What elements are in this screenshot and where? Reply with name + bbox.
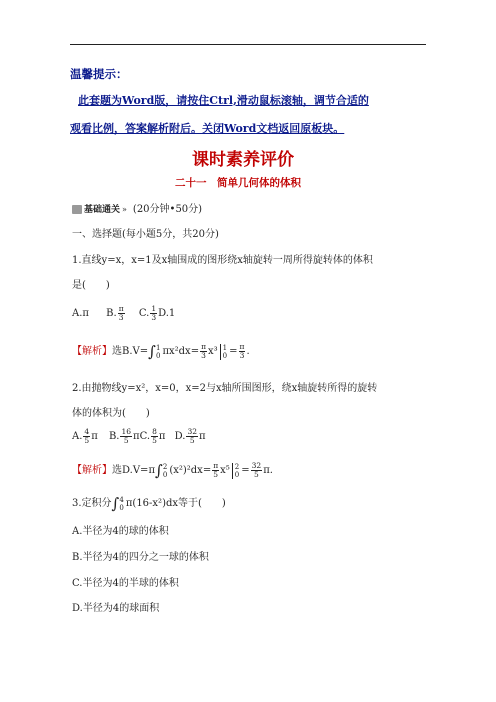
lower-limit: 0 <box>119 503 124 512</box>
integral-limits <box>119 496 123 512</box>
lower-limit: 0 <box>162 470 168 479</box>
lower-limit: 0 <box>155 351 161 360</box>
q1-answer-power: x³ <box>208 346 218 357</box>
q1-stem-line-2: 是( ) <box>72 280 110 291</box>
fraction-numerator: 1 <box>151 304 157 313</box>
q1-answer-integrand: πx²dx= <box>162 346 200 357</box>
q2-stem-line-2: 体的体积为( ) <box>72 408 150 419</box>
page-title: 课时素养评价 <box>192 150 294 170</box>
fraction-denominator: 5 <box>189 436 195 445</box>
integral-icon: ∫ <box>148 342 156 361</box>
integral-icon: ∫ <box>155 461 163 480</box>
fraction-numerator: 4 <box>84 427 90 436</box>
q3-option-d: D.半径为4的球面积 <box>72 603 160 614</box>
q2-answer-fraction-1 <box>212 462 219 479</box>
upper-limit: 1 <box>222 343 228 352</box>
q1-answer-fraction-2 <box>239 343 246 360</box>
fraction-numerator: π <box>213 461 219 470</box>
evaluation-bar <box>220 344 221 360</box>
top-rule <box>70 44 426 45</box>
q2-answer-power: x⁵ <box>220 465 230 476</box>
q3-option-c: C.半径为4的半球的体积 <box>72 578 179 589</box>
fraction-denominator: 5 <box>254 470 259 479</box>
integral-icon: ∫ <box>111 494 120 513</box>
period: . <box>246 346 250 357</box>
q2-option-a: A. <box>72 431 83 442</box>
integral-limits <box>163 463 167 479</box>
evaluation-bar <box>232 463 233 479</box>
q2-option-b: B. <box>108 431 120 442</box>
q1-option-d: D.1 <box>158 308 176 319</box>
q3-stem <box>72 494 226 513</box>
q1-option-a: A.π <box>72 308 89 319</box>
pi-symbol: π <box>158 431 166 442</box>
section-header <box>72 200 202 215</box>
q2-options <box>72 428 206 445</box>
q2-stem-line-1: 2.由抛物线y=x²，x=0，x=2与x轴所围图形，绕x轴旋转所得的旋转 <box>72 383 378 394</box>
lower-limit: 0 <box>222 351 228 360</box>
pi-symbol: π <box>91 431 98 442</box>
fraction-numerator: π <box>118 304 124 313</box>
tip-heading: 温馨提示： <box>70 67 128 81</box>
fraction-numerator: π <box>201 342 207 351</box>
fraction-numerator: 32 <box>251 461 262 470</box>
fraction-denominator: 5 <box>84 436 90 445</box>
q1-answer-text: 选B.V= <box>112 346 149 357</box>
q1-answer <box>72 342 250 361</box>
page-subtitle: 二十一 简单几何体的体积 <box>175 177 301 189</box>
q2-answer-end: π. <box>263 465 273 476</box>
q2-answer <box>72 461 273 480</box>
pi-symbol: π <box>133 431 140 442</box>
q2-option-d-fraction <box>186 428 198 445</box>
q3-option-a: A.半径为4的球的体积 <box>72 526 169 537</box>
q2-answer-fraction-2 <box>251 462 263 479</box>
upper-limit: 2 <box>162 462 168 471</box>
q1-answer-tag: 【解析】 <box>72 346 112 357</box>
fraction-numerator: 8 <box>152 427 157 436</box>
equals-sign: = <box>229 346 238 357</box>
fraction-denominator: 5 <box>123 436 129 445</box>
upper-limit: 2 <box>234 462 240 471</box>
q1-option-b-fraction <box>118 305 125 322</box>
q1-option-c-fraction <box>150 305 157 322</box>
q2-option-d: D. <box>174 431 186 442</box>
upper-limit: 4 <box>119 495 124 504</box>
q2-answer-integrand: (x²)²dx= <box>169 465 212 476</box>
fraction-denominator: 5 <box>213 470 219 479</box>
equals-sign: = <box>241 465 250 476</box>
lower-limit: 0 <box>234 470 240 479</box>
pi-symbol: π <box>199 431 206 442</box>
tip-line-2: 观看比例，答案解析附后。关闭Word文档返回原板块。 <box>70 122 345 135</box>
q1-answer-fraction-1 <box>200 343 207 360</box>
q1-option-c: C. <box>138 308 150 319</box>
q2-option-a-fraction <box>83 428 90 445</box>
q1-options <box>72 305 175 322</box>
q2-answer-tag: 【解析】 <box>72 465 112 476</box>
fraction-denominator: 3 <box>239 351 245 360</box>
integral-limits <box>156 344 160 360</box>
q3-stem-prefix: 3.定积分 <box>72 498 112 509</box>
q3-stem-suffix: π(16-x²)dx等于( ) <box>125 498 226 509</box>
fraction-numerator: π <box>239 342 245 351</box>
fraction-denominator: 3 <box>201 351 206 360</box>
evaluation-limits <box>223 344 227 360</box>
q1-option-b: B. <box>106 308 117 319</box>
tip-line-1: 此套题为Word版，请按住Ctrl,滑动鼠标滚轴，调节合适的 <box>78 94 369 107</box>
q2-option-c: C. <box>139 431 151 442</box>
section-marker: » <box>122 205 127 214</box>
evaluation-limits <box>235 463 239 479</box>
fraction-denominator: 5 <box>152 436 157 445</box>
section-label: 基础通关 <box>84 205 121 215</box>
fraction-denominator: 3 <box>118 313 124 322</box>
q1-stem-line-1: 1.直线y=x，x=1及x轴围成的图形绕x轴旋转一周所得旋转体的体积 <box>72 255 373 266</box>
q3-option-b: B.半径为4的四分之一球的体积 <box>72 552 209 563</box>
q2-answer-text: 选D.V=π <box>112 465 156 476</box>
fraction-numerator: 32 <box>187 427 198 436</box>
fraction-denominator: 3 <box>151 313 157 322</box>
q2-option-c-fraction <box>151 428 158 445</box>
part-1-heading: 一、选择题(每小题5分，共20分) <box>72 229 219 240</box>
section-badge-icon <box>72 205 82 214</box>
fraction-numerator: 16 <box>121 427 132 436</box>
q2-option-b-fraction <box>120 428 132 445</box>
upper-limit: 1 <box>155 343 161 352</box>
section-time: (20分钟•50分) <box>132 204 203 215</box>
